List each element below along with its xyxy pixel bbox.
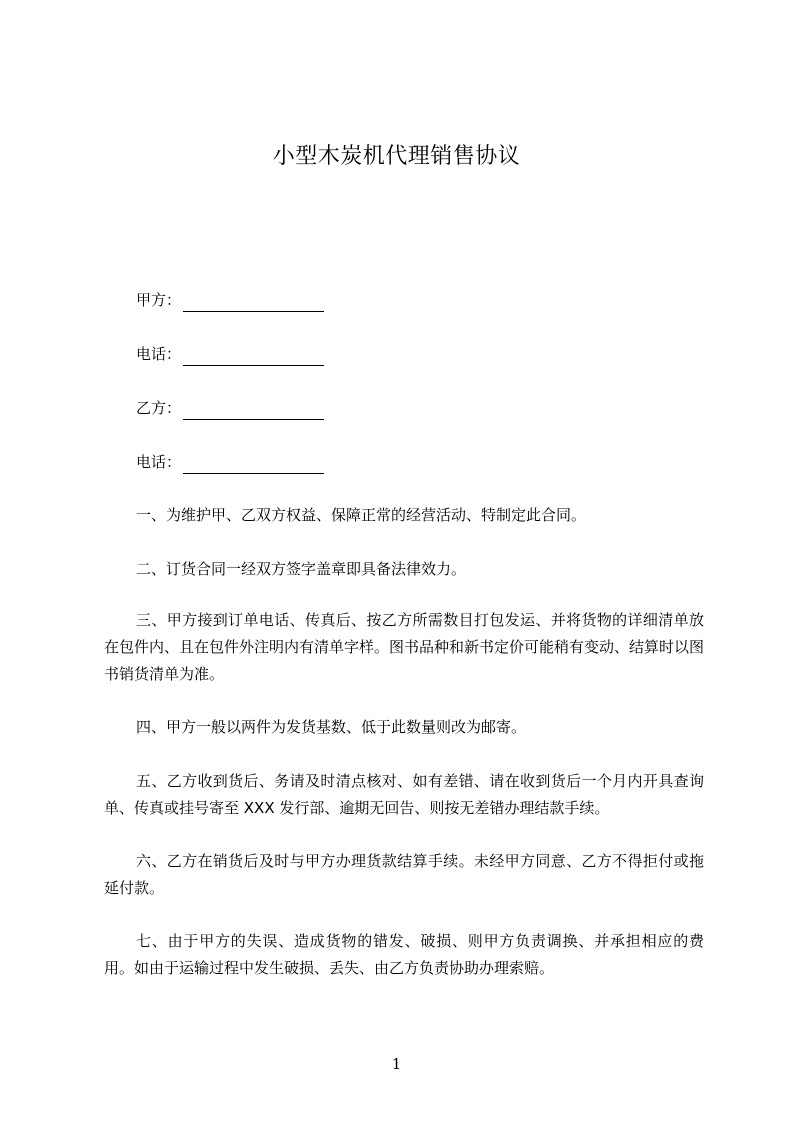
party-b-field	[136, 396, 324, 420]
clause-1: 一、为维护甲、乙双方权益、保障正常的经营活动、特制定此合同。	[136, 506, 587, 524]
clause-6: 六、乙方在销货后及时与甲方办理货款结算手续。未经甲方同意、乙方不得拒付或拖延付款。	[104, 852, 704, 897]
party-a-label: 甲方：	[136, 291, 182, 309]
party-a-phone-field	[136, 342, 324, 366]
party-b-phone-blank	[183, 455, 324, 474]
party-b-phone-field	[136, 450, 324, 474]
page-number: 1	[391, 1055, 402, 1073]
party-b-phone-label: 电话：	[136, 453, 182, 471]
clause-5: 五、乙方收到货后、务请及时清点核对、如有差错、请在收到货后一个月内开具查询单、传真或挂号寄至 XXX 发行部、逾期无回告、则按无差错办理结款手续。	[104, 772, 704, 817]
party-a-phone-label: 电话：	[136, 345, 182, 363]
party-b-label: 乙方：	[136, 399, 182, 417]
document-title: 小型木炭机代理销售协议	[272, 144, 521, 169]
party-a-blank	[183, 293, 324, 312]
clause-3: 三、甲方接到订单电话、传真后、按乙方所需数目打包发运、并将货物的详细清单放在包件内、且在包件外注明内有清单字样。图书品种和新书定价可能稍有变动、结算时以图书销货清单为准。	[104, 611, 705, 683]
clause-7: 七、由于甲方的失误、造成货物的错发、破损、则甲方负责调换、并承担相应的费用。如由于运输过程中发生破损、丢失、由乙方负责协助办理索赔。	[104, 932, 704, 977]
party-b-blank	[183, 401, 324, 420]
party-a-phone-blank	[183, 347, 324, 366]
clause-4: 四、甲方一般以两件为发货基数、低于此数量则改为邮寄。	[136, 718, 527, 736]
clause-2: 二、订货合同一经双方签字盖章即具备法律效力。	[136, 560, 467, 578]
party-a-field	[136, 288, 324, 312]
